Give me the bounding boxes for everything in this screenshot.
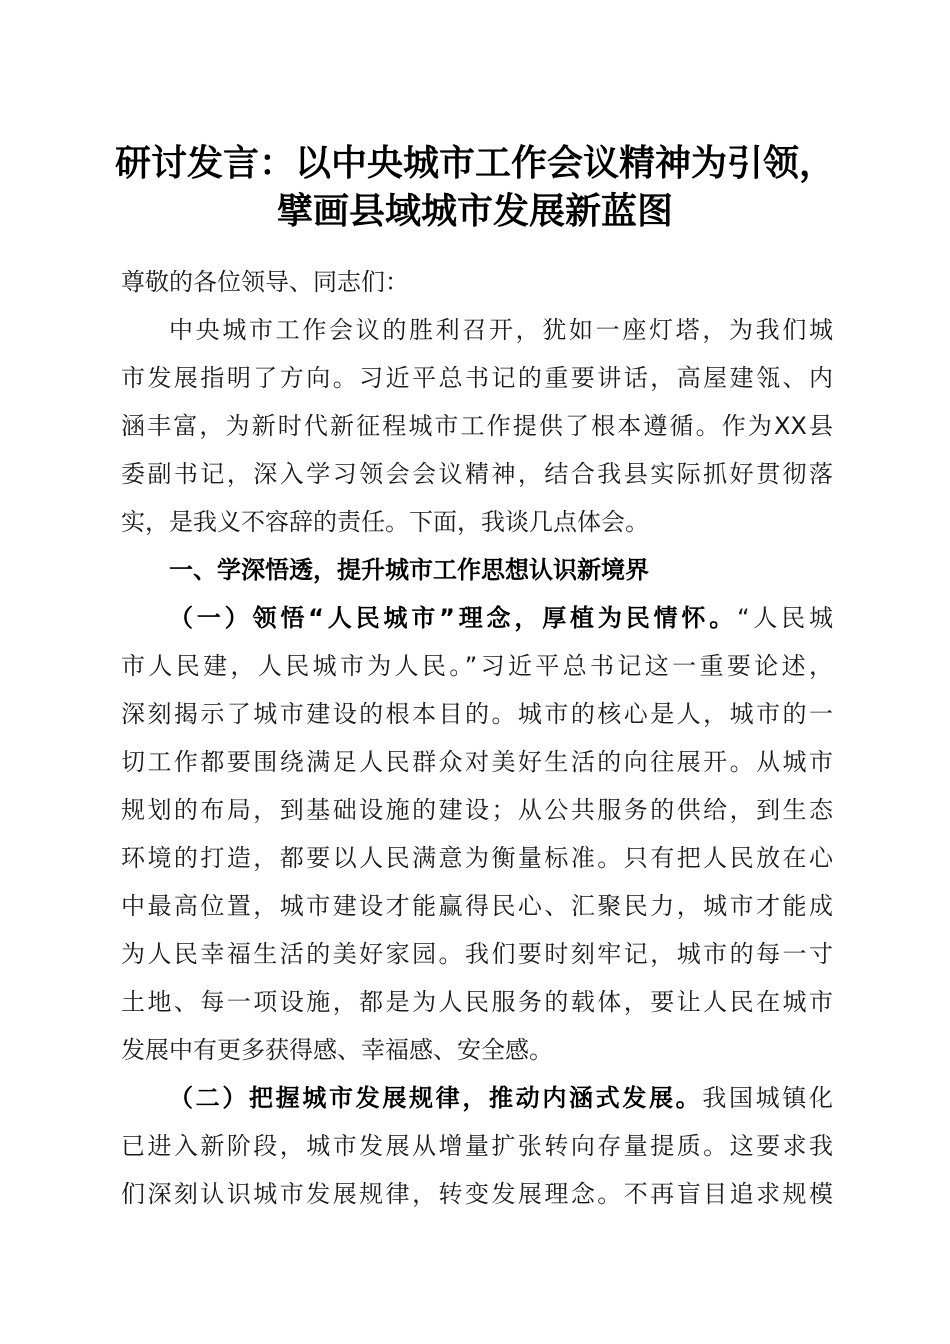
intro-line: 委副书记，深入学习领会会议精神，结合我县实际抓好贯彻落 [121,460,833,488]
paragraph-line: 发展中有更多获得感、幸福感、安全感。 [121,1036,553,1064]
subsection-1-lead-text: “人民城 [737,604,833,632]
paragraph-line: 切工作都要围绕满足人民群众对美好生活的向往展开。从城市 [121,748,833,776]
intro-line: 市发展指明了方向。习近平总书记的重要讲话，高屋建瓴、内 [121,364,833,392]
paragraph-line: 规划的布局，到基础设施的建设；从公共服务的供给，到生态 [121,796,833,824]
subsection-1-lead [169,594,833,642]
paragraph-line: 环境的打造，都要以人民满意为衡量标准。只有把人民放在心 [121,844,833,872]
paragraph-line: 中最高位置，城市建设才能赢得民心、汇聚民力，城市才能成 [121,892,833,920]
subsection-2-lead [169,1074,833,1122]
paragraph-line: 深刻揭示了城市建设的根本目的。城市的核心是人，城市的一 [121,700,833,728]
salutation: 尊敬的各位领导、同志们： [121,268,409,296]
subsection-1-title: （一）领悟“人民城市”理念，厚植为民情怀。 [169,604,738,632]
paragraph-line: 已进入新阶段，城市发展从增量扩张转向存量提质。这要求我 [121,1132,833,1160]
subsection-2-title: （二）把握城市发展规律，推动内涵式发展。 [169,1084,703,1112]
paragraph-line: 市人民建，人民城市为人民。”习近平总书记这一重要论述， [121,652,833,680]
section-heading: 一、学深悟透，提升城市工作思想认识新境界 [169,556,649,584]
paragraph-line: 为人民幸福生活的美好家园。我们要时刻牢记，城市的每一寸 [121,940,833,968]
paragraph-line: 土地、每一项设施，都是为人民服务的载体，要让人民在城市 [121,988,833,1016]
intro-line: 涵丰富，为新时代新征程城市工作提供了根本遵循。作为XX县 [121,412,833,440]
intro-line: 实，是我义不容辞的责任。下面，我谈几点体会。 [121,508,649,536]
paragraph-line: 们深刻认识城市发展规律，转变发展理念。不再盲目追求规模 [121,1180,833,1208]
subsection-2-lead-text: 我国城镇化 [702,1084,834,1112]
intro-line: 中央城市工作会议的胜利召开，犹如一座灯塔，为我们城 [169,316,833,344]
document-title-line-1: 研讨发言：以中央城市工作会议精神为引领， [114,142,835,184]
document-title-line-2: 擘画县域城市发展新蓝图 [276,190,673,232]
